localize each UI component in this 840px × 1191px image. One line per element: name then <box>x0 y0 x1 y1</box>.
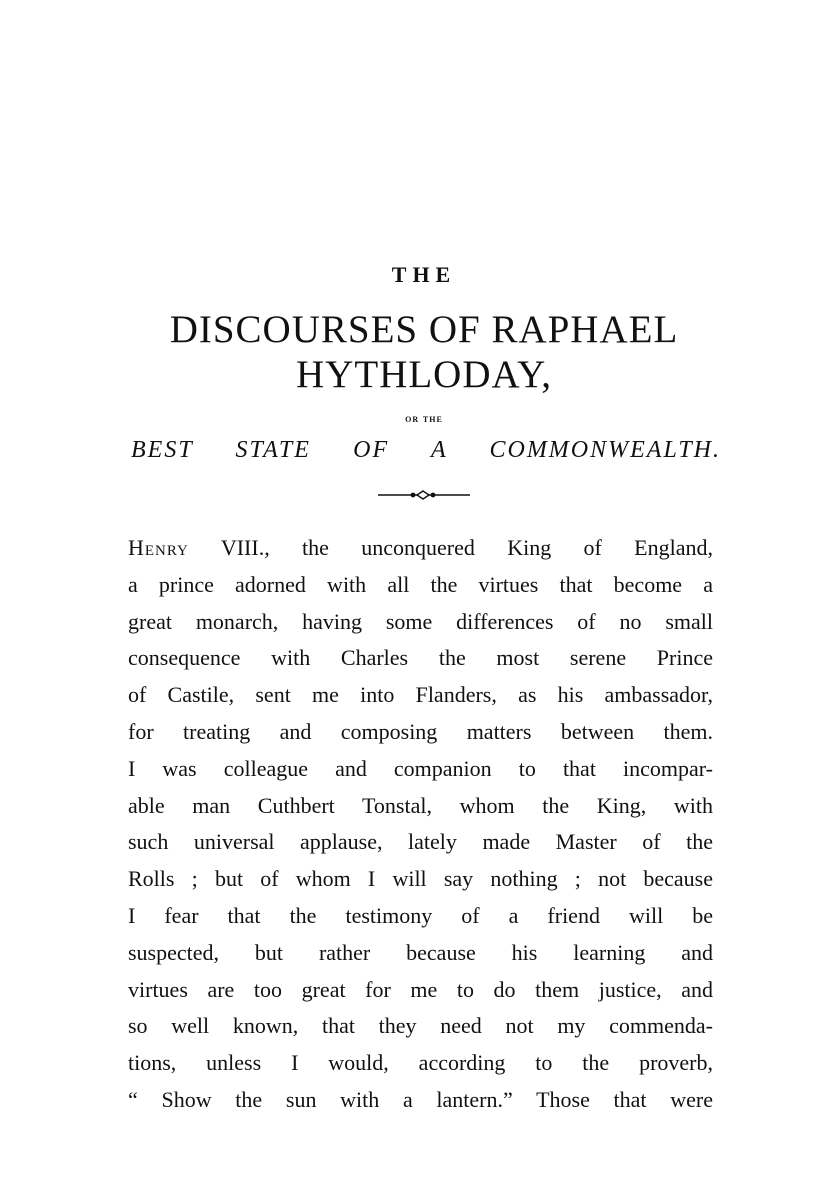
decorative-rule-icon <box>376 488 472 502</box>
text-line <box>128 530 713 567</box>
title-line-2: HYTHLODAY, <box>296 353 552 396</box>
text-line: Rolls ; but of whom I will say nothing ; not because <box>128 866 713 892</box>
text-line: I fear that the testimony of a friend will be <box>128 902 713 928</box>
text-line: such universal applause, lately made Master of the <box>128 829 713 855</box>
text-line: virtues are too great for me to do them justice, and <box>128 976 713 1002</box>
heading-the: THE <box>391 262 457 287</box>
text-line: of Castile, sent me into Flanders, as his ambassador, <box>128 682 713 708</box>
opening-word: Henry <box>128 535 189 560</box>
text-line: for treating and composing matters between them. <box>128 718 713 744</box>
text-line: I was colleague and companion to that incompar- <box>128 755 713 781</box>
text-line: a prince adorned with all the virtues that become a <box>128 571 713 597</box>
text-line: consequence with Charles the most serene Prince <box>128 645 713 671</box>
text-line-continuation: VIII., the unconquered King of England, <box>188 535 713 560</box>
text-line: so well known, that they need not my commenda- <box>128 1013 713 1039</box>
or-the-connector: or the <box>405 413 443 425</box>
body-text <box>128 530 713 1119</box>
subtitle: BEST STATE OF A COMMONWEALTH. <box>131 437 721 463</box>
text-line: suspected, but rather because his learning and <box>128 939 713 965</box>
text-line: able man Cuthbert Tonstal, whom the King, with <box>128 792 713 818</box>
text-line: great monarch, having some differences of no small <box>128 608 713 634</box>
text-line: “ Show the sun with a lantern.” Those that were <box>128 1086 713 1112</box>
title-line-1: DISCOURSES OF RAPHAEL <box>169 308 679 351</box>
text-line: tions, unless I would, according to the proverb, <box>128 1050 713 1076</box>
